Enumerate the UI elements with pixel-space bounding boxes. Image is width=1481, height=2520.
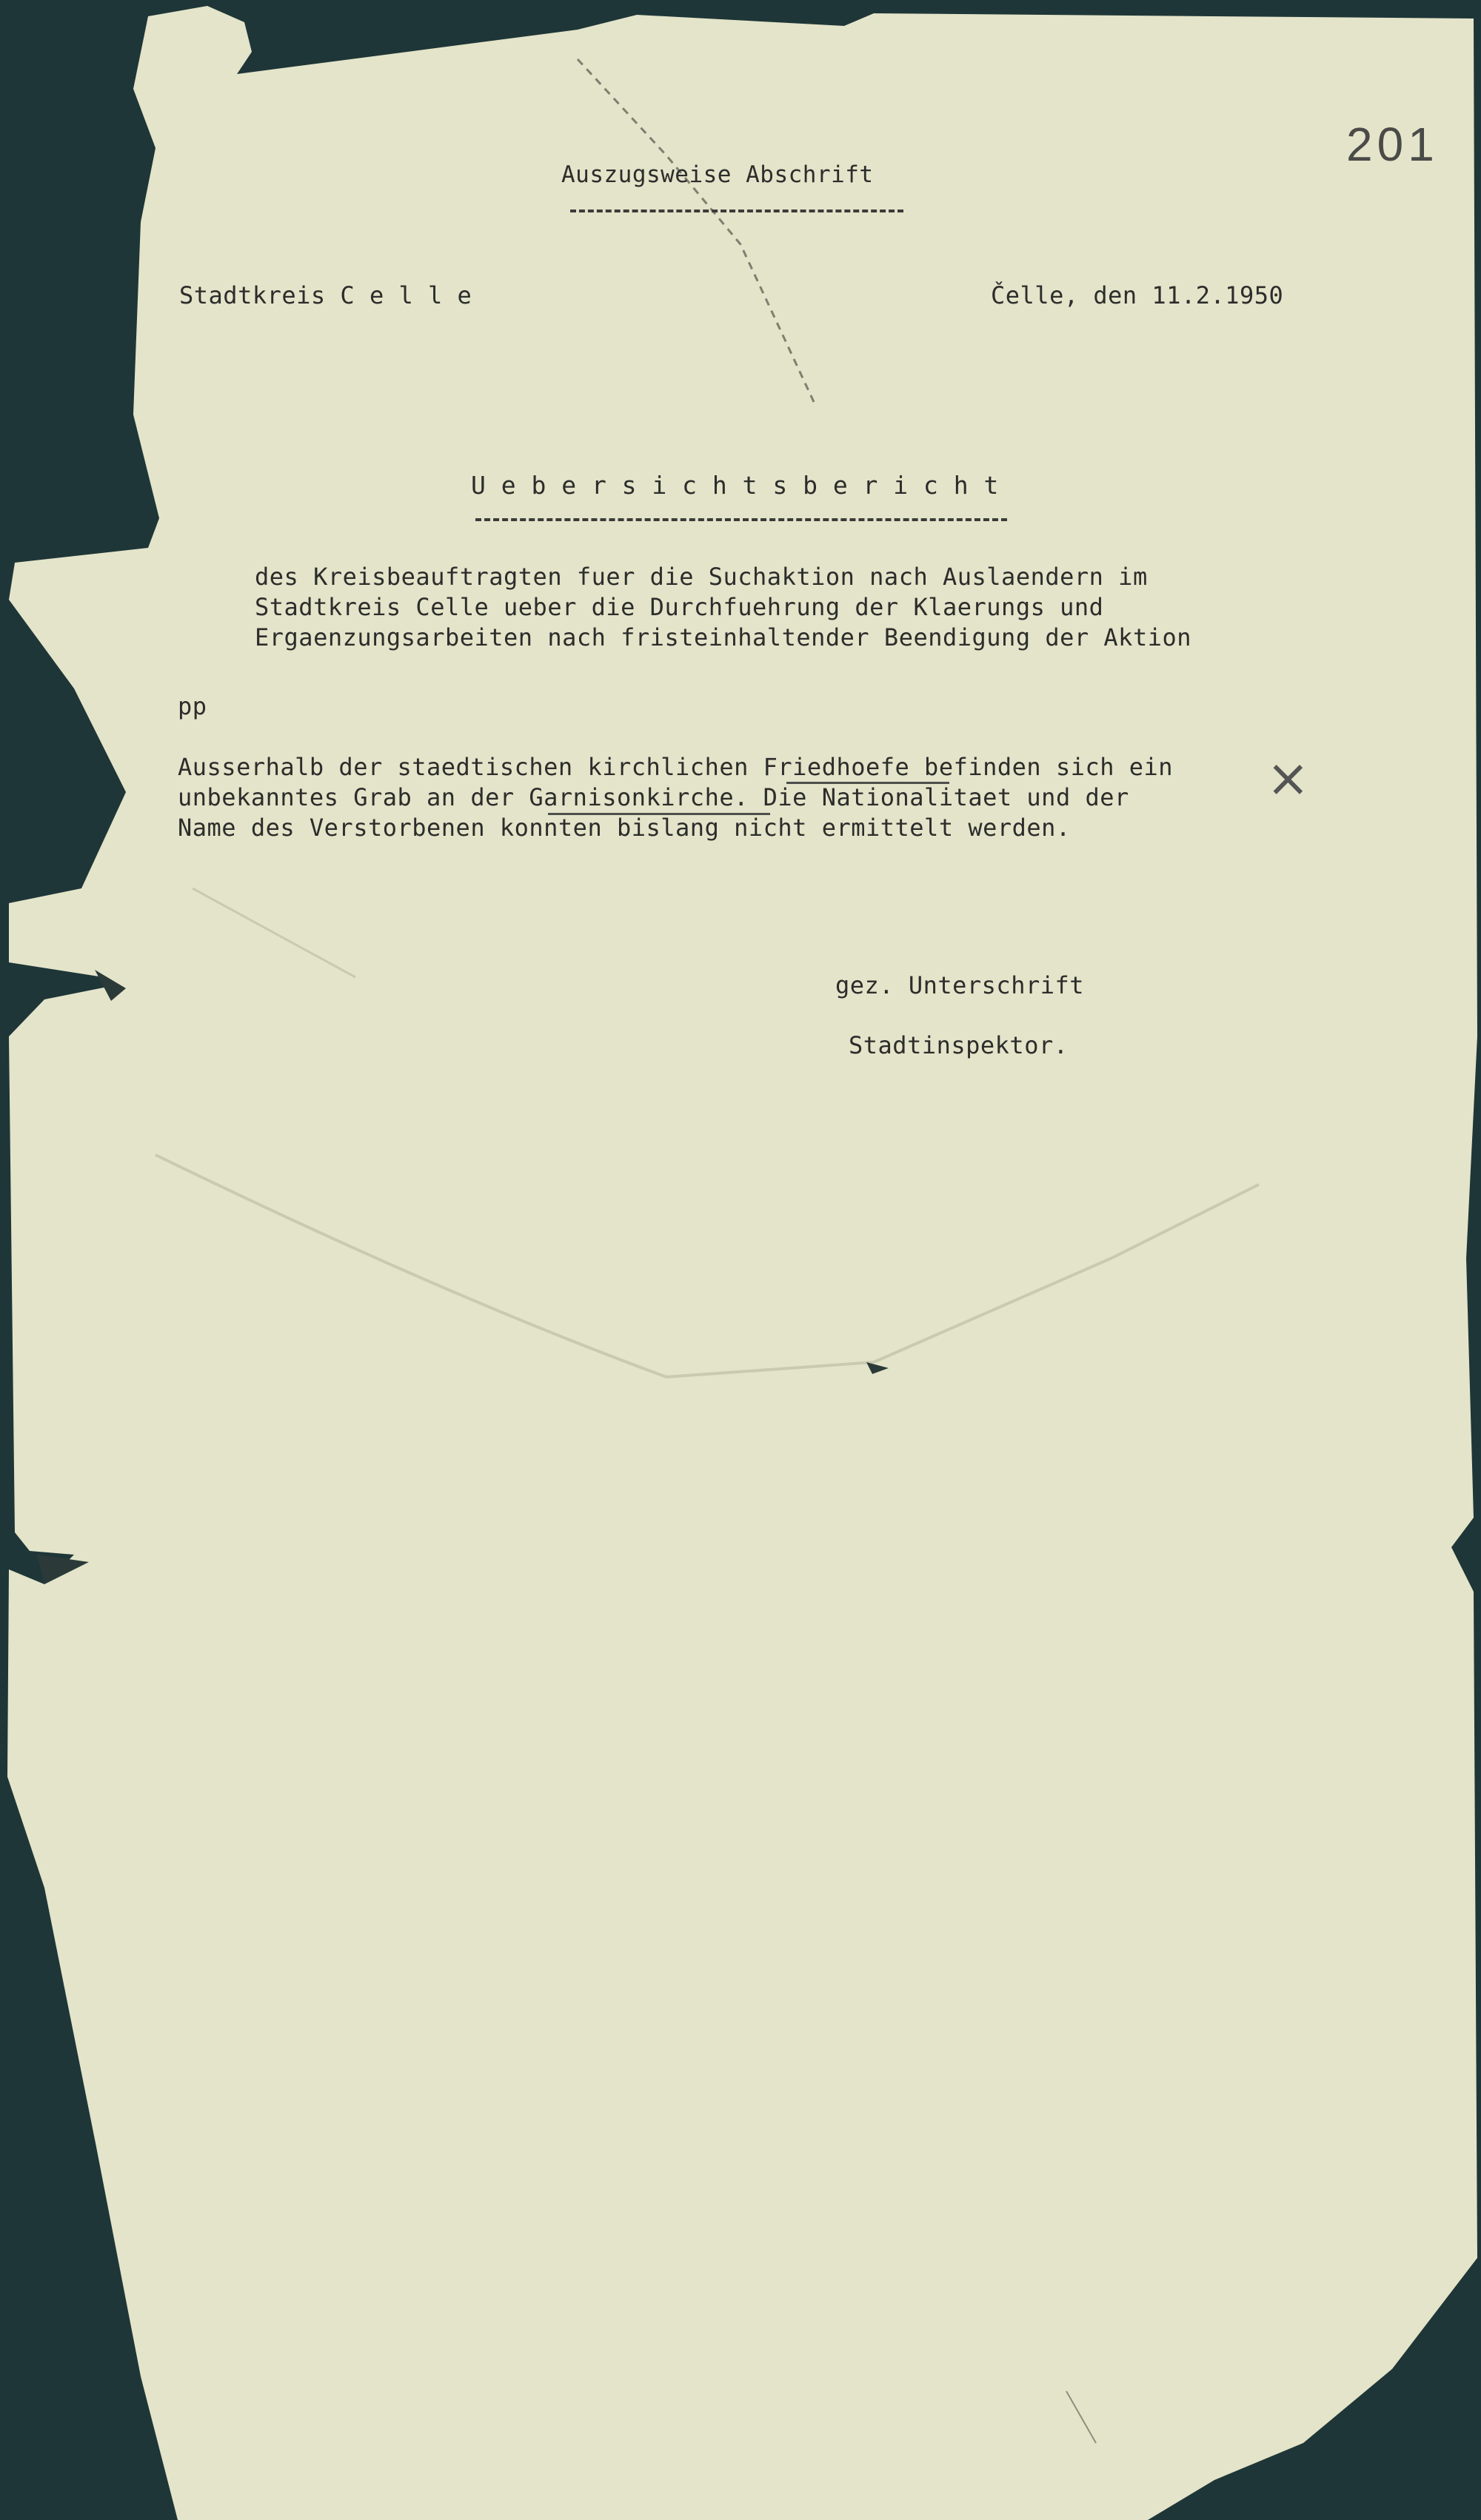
place-date: Čelle, den 11.2.1950 [991, 281, 1284, 309]
paper-shape [7, 6, 1477, 2520]
intro-line: Ergaenzungsarbeiten nach fristeinhaltender Beendigung der Aktion [255, 623, 1191, 651]
report-title-underline [475, 518, 1007, 521]
folio-number: 201 [1346, 118, 1439, 171]
header-title-underline [570, 210, 903, 212]
report-title: U e b e r s i c h t s b e r i c h t [471, 471, 999, 500]
signature-title: Stadtinspektor. [849, 1031, 1069, 1059]
pp-marker: pp [178, 692, 207, 720]
handwritten-underline [786, 782, 949, 784]
header-title: Auszugsweise Abschrift [561, 161, 874, 188]
intro-line: des Kreisbeauftragten fuer die Suchaktion nach Auslaendern im [255, 563, 1148, 591]
signature: gez. Unterschrift [835, 971, 1085, 999]
sender: Stadtkreis C e l l e [179, 281, 472, 309]
body-line: Name des Verstorbenen konnten bislang nicht ermittelt werden. [178, 814, 1071, 842]
handwritten-underline [548, 813, 770, 815]
body-line: unbekanntes Grab an der Garnisonkirche. Die Nationalitaet und der [178, 783, 1129, 811]
body-line: Ausserhalb der staedtischen kirchlichen Friedhoefe befinden sich ein [178, 753, 1174, 781]
margin-x-mark: × [1266, 748, 1310, 808]
intro-line: Stadtkreis Celle ueber die Durchfuehrung der Klaerungs und [255, 593, 1104, 621]
